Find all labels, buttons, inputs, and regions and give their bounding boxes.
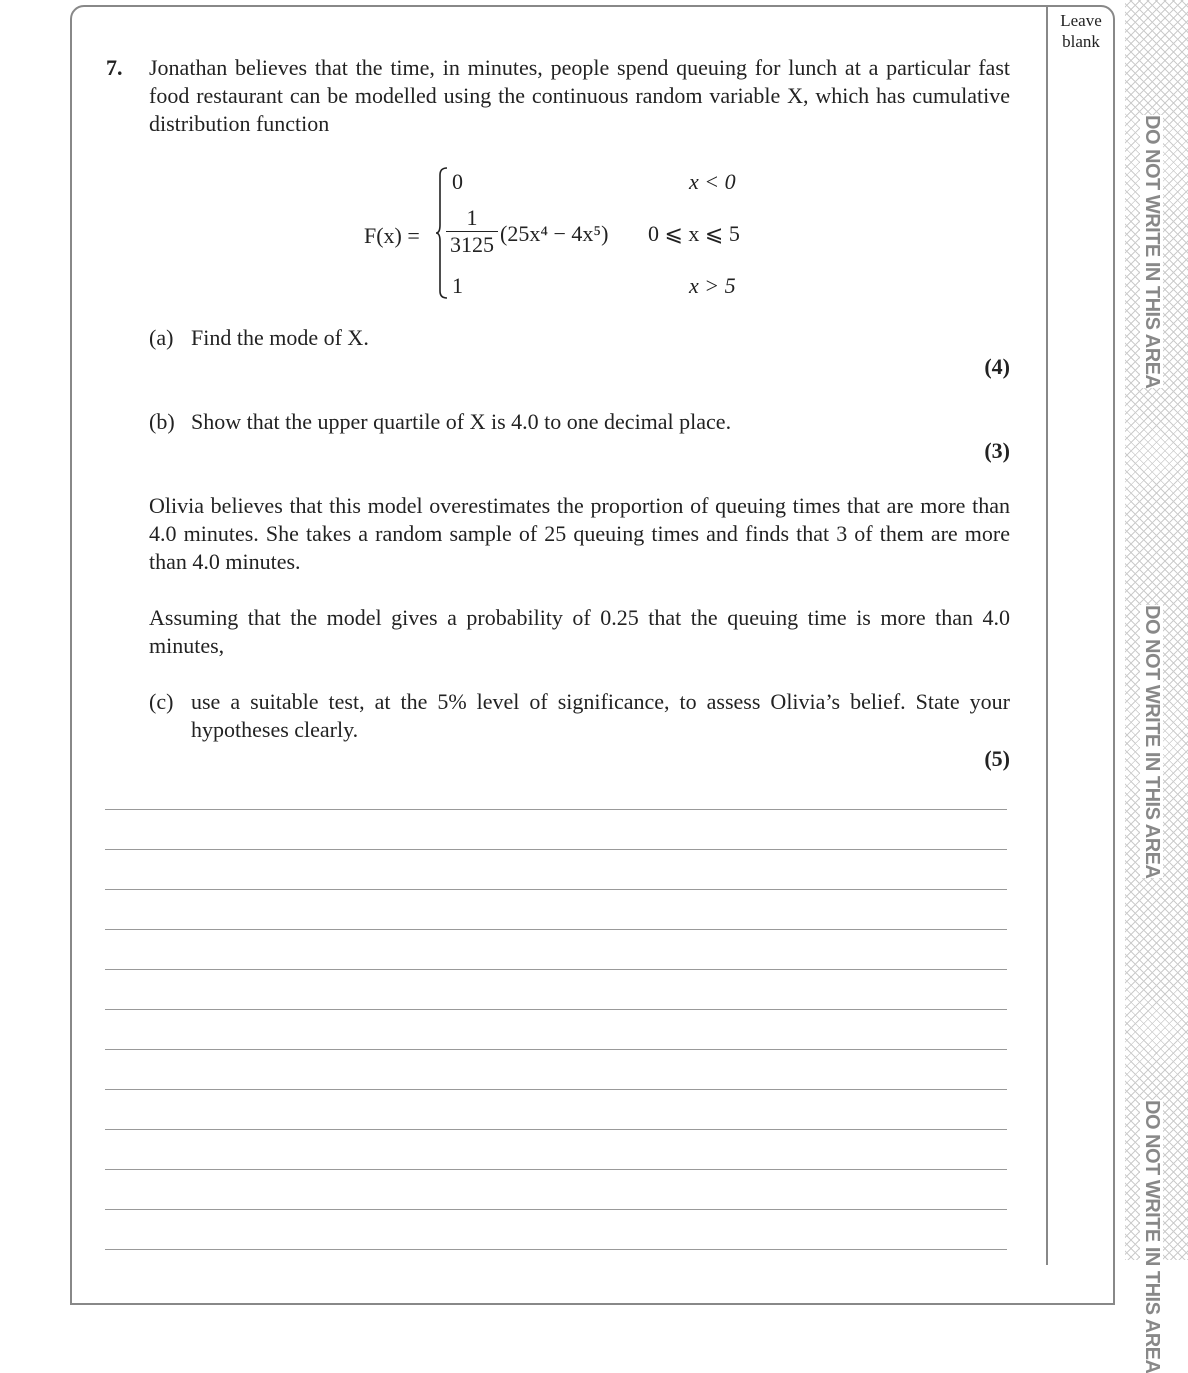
question-intro: Jonathan believes that the time, in minutes, people spend queuing for lunch at a particular fast food restaurant can be modelled using the continuous random variable X, which has cumulative distribution function [149, 55, 1010, 136]
case-3: 1 [452, 273, 463, 298]
margin-divider [1046, 5, 1048, 1265]
denominator: 3125 [450, 232, 494, 257]
part-a-text: Find the mode of X. [191, 325, 369, 350]
answer-line[interactable] [105, 1169, 1007, 1170]
part-c-label: (c) [149, 689, 174, 714]
part-b-marks: (3) [984, 438, 1010, 463]
part-c-text: use a suitable test, at the 5% level of significance, to assess Olivia’s belief. State your hypotheses clearly. [191, 689, 1010, 742]
answer-line[interactable] [105, 1009, 1007, 1010]
answer-line[interactable] [105, 849, 1007, 850]
numerator: 1 [446, 205, 498, 232]
cond-2: 0 ⩽ x ⩽ 5 [648, 221, 740, 246]
do-not-write-label: DO NOT WRITE IN THIS AREA [1141, 1100, 1163, 1373]
answer-line[interactable] [105, 1249, 1007, 1250]
answer-line[interactable] [105, 1089, 1007, 1090]
leave-text: Leave [1060, 11, 1102, 30]
answer-line[interactable] [105, 929, 1007, 930]
polynomial: (25x⁴ − 4x⁵) [500, 221, 609, 246]
case-1: 0 [452, 169, 463, 194]
part-c-marks: (5) [984, 746, 1010, 771]
answer-line[interactable] [105, 809, 1007, 810]
cdf-formula [364, 165, 764, 305]
olivia-paragraph: Olivia believes that this model overestimates the proportion of queuing times that are more than 4.0 minutes. She takes a random sample of 25 queuing times and finds that 3 of them are more than 4.0 minutes. [149, 493, 1010, 574]
formula-lhs: F(x) = [364, 223, 420, 248]
answer-line[interactable] [105, 1049, 1007, 1050]
do-not-write-label: DO NOT WRITE IN THIS AREA [1141, 605, 1163, 879]
cond-3: x > 5 [689, 273, 736, 298]
blank-text: blank [1062, 32, 1100, 51]
part-b-text: Show that the upper quartile of X is 4.0 to one decimal place. [191, 409, 732, 434]
fraction [446, 205, 498, 258]
part-a-marks: (4) [984, 354, 1010, 379]
answer-line[interactable] [105, 1129, 1007, 1130]
assumption-paragraph: Assuming that the model gives a probability of 0.25 that the queuing time is more than 4.0 minutes, [149, 605, 1010, 658]
answer-line[interactable] [105, 969, 1007, 970]
part-b-label: (b) [149, 409, 175, 434]
part-a-label: (a) [149, 325, 174, 350]
answer-line[interactable] [105, 889, 1007, 890]
cond-1: x < 0 [689, 169, 736, 194]
answer-line[interactable] [105, 1209, 1007, 1210]
question-number: 7. [106, 55, 123, 80]
leave-blank-label [1048, 10, 1114, 52]
do-not-write-label: DO NOT WRITE IN THIS AREA [1141, 115, 1163, 389]
